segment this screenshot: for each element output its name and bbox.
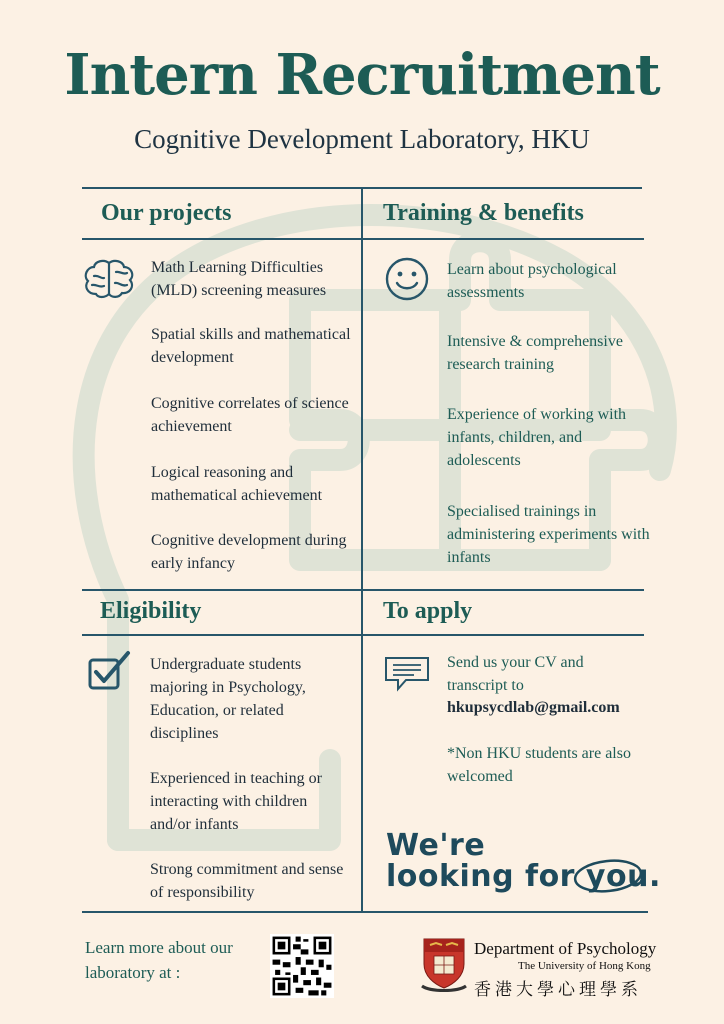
department-name: Department of Psychology: [474, 939, 657, 958]
circle-highlight: [572, 855, 646, 897]
page-title: Intern Recruitment: [64, 42, 660, 108]
list-item: Strong commitment and sense of responsibility: [150, 861, 344, 901]
learn-more-text: Learn more about our laboratory at :: [85, 938, 233, 982]
page-subtitle: Cognitive Development Laboratory, HKU: [134, 124, 590, 154]
list-item: Intensive & comprehensive research training: [447, 333, 623, 373]
column-divider: [361, 187, 363, 912]
divider: [82, 911, 648, 913]
university-name: The University of Hong Kong: [518, 960, 651, 972]
slogan-line-1: We're: [386, 828, 486, 863]
apply-heading: To apply: [383, 598, 473, 624]
qr-code-icon[interactable]: [270, 934, 334, 998]
training-heading: Training & benefits: [383, 200, 584, 226]
slogan-line-2: looking for you.: [386, 859, 661, 894]
department-chinese-name: 香港大學心理學系: [474, 980, 642, 1000]
checkbox-check-icon: [86, 650, 134, 692]
list-item: Experience of working with infants, children, and adolescents: [447, 406, 627, 469]
list-item: Logical reasoning and mathematical achievement: [151, 464, 323, 504]
email-address: hkupsycdlab@gmail.com: [447, 699, 620, 716]
smiley-icon: [384, 256, 430, 302]
apply-note: *Non HKU students are also welcomed: [447, 745, 631, 785]
list-item: Cognitive correlates of science achievement: [151, 395, 349, 435]
message-icon: [384, 656, 430, 692]
divider: [82, 589, 644, 591]
brain-icon: [82, 258, 136, 300]
projects-heading: Our projects: [101, 200, 232, 226]
apply-instruction: Send us your CV and transcript to: [447, 654, 584, 694]
list-item: Math Learning Difficulties (MLD) screening measures: [151, 259, 327, 299]
list-item: Spatial skills and mathematical development: [151, 326, 351, 366]
list-item: Cognitive development during early infancy: [151, 532, 347, 572]
divider: [82, 634, 644, 636]
eligibility-heading: Eligibility: [100, 598, 202, 624]
list-item: Experienced in teaching or interacting with children and/or infants: [150, 770, 322, 833]
list-item: Specialised trainings in administering experiments with infants: [447, 503, 650, 566]
divider: [82, 238, 644, 240]
hku-crest-icon: [420, 936, 468, 994]
list-item: Undergraduate students majoring in Psychology, Education, or related disciplines: [150, 656, 306, 742]
list-item: Learn about psychological assessments: [447, 261, 617, 301]
